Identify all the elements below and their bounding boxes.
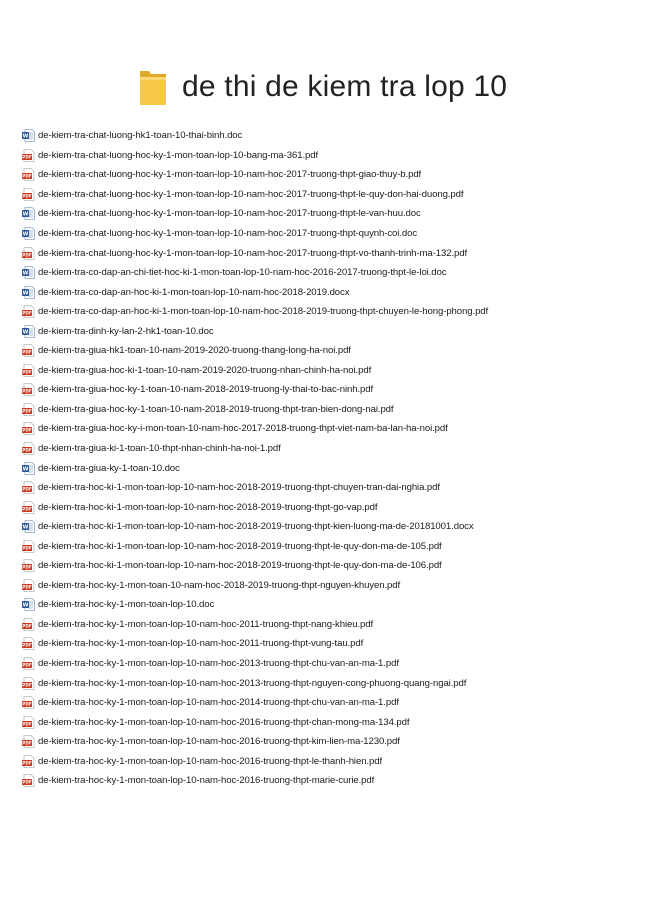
file-name: de-kiem-tra-chat-luong-hoc-ky-1-mon-toan-lop-10-nam-hoc-2017-truong-thpt-le-quy-don-hai-duong.pdf — [38, 188, 464, 200]
file-name: de-kiem-tra-co-dap-an-hoc-ki-1-mon-toan-lop-10-nam-hoc-2018-2019.docx — [38, 286, 350, 298]
file-item[interactable] — [22, 263, 647, 283]
svg-text:PDF: PDF — [22, 584, 32, 590]
file-name: de-kiem-tra-giua-hoc-ky-1-toan-10-nam-2018-2019-truong-thpt-tran-bien-dong-nai.pdf — [38, 403, 394, 415]
svg-text:W: W — [22, 466, 29, 473]
file-name: de-kiem-tra-hoc-ki-1-mon-toan-lop-10-nam-hoc-2018-2019-truong-thpt-chuyen-tran-dai-nghia.pdf — [38, 482, 440, 494]
word-file-icon — [22, 286, 35, 299]
pdf-file-icon — [22, 168, 35, 181]
file-item[interactable] — [22, 771, 647, 791]
pdf-file-icon — [22, 716, 35, 729]
word-file-icon — [22, 598, 35, 611]
file-item[interactable] — [22, 458, 647, 478]
file-item[interactable] — [22, 732, 647, 752]
file-name: de-kiem-tra-hoc-ky-1-mon-toan-lop-10-nam-hoc-2016-truong-thpt-le-thanh-hien.pdf — [38, 755, 383, 767]
svg-text:PDF: PDF — [22, 428, 32, 434]
file-name: de-kiem-tra-giua-hoc-ki-1-toan-10-nam-2019-2020-truong-nhan-chinh-ha-noi.pdf — [38, 364, 372, 376]
svg-text:PDF: PDF — [22, 447, 32, 453]
file-name: de-kiem-tra-hoc-ky-1-mon-toan-lop-10-nam-hoc-2013-truong-thpt-nguyen-cong-phuong-quang-ngai.pdf — [38, 677, 467, 689]
file-item[interactable] — [22, 380, 647, 400]
file-item[interactable] — [22, 634, 647, 654]
svg-text:W: W — [22, 329, 29, 336]
word-file-icon — [22, 462, 35, 475]
file-item[interactable] — [22, 341, 647, 361]
svg-text:PDF: PDF — [22, 740, 32, 746]
pdf-file-icon — [22, 403, 35, 416]
svg-text:PDF: PDF — [22, 349, 32, 355]
svg-text:PDF: PDF — [22, 408, 32, 414]
file-name: de-kiem-tra-hoc-ky-1-mon-toan-lop-10-nam-hoc-2016-truong-thpt-kim-lien-ma-1230.pdf — [38, 736, 400, 748]
file-list — [22, 126, 647, 791]
file-item[interactable] — [22, 712, 647, 732]
pdf-file-icon — [22, 422, 35, 435]
file-item[interactable] — [22, 146, 647, 166]
svg-text:W: W — [22, 524, 29, 531]
svg-text:PDF: PDF — [22, 779, 32, 785]
file-name: de-kiem-tra-giua-hk1-toan-10-nam-2019-2020-truong-thang-long-ha-noi.pdf — [38, 345, 351, 357]
word-file-icon — [22, 227, 35, 240]
svg-text:W: W — [22, 212, 29, 219]
file-name: de-kiem-tra-chat-luong-hoc-ky-1-mon-toan-lop-10-nam-hoc-2017-truong-thpt-quynh-coi.doc — [38, 228, 418, 239]
file-item[interactable] — [22, 556, 647, 576]
file-name: de-kiem-tra-hoc-ki-1-mon-toan-lop-10-nam-hoc-2018-2019-truong-thpt-le-quy-don-ma-de-105.pdf — [38, 540, 442, 552]
svg-text:W: W — [22, 602, 29, 609]
file-item[interactable] — [22, 321, 647, 341]
svg-text:PDF: PDF — [22, 643, 32, 649]
pdf-file-icon — [22, 618, 35, 631]
file-name: de-kiem-tra-co-dap-an-hoc-ki-1-mon-toan-lop-10-nam-hoc-2018-2019-truong-thpt-chuyen-le-hong-phong.pdf — [38, 306, 489, 318]
folder-header — [0, 64, 653, 120]
pdf-file-icon — [22, 735, 35, 748]
svg-text:PDF: PDF — [22, 310, 32, 316]
file-item[interactable] — [22, 673, 647, 693]
file-item[interactable] — [22, 478, 647, 498]
file-name: de-kiem-tra-hoc-ky-1-mon-toan-lop-10-nam-hoc-2011-truong-thpt-vung-tau.pdf — [38, 638, 364, 650]
svg-text:PDF: PDF — [22, 369, 32, 375]
pdf-file-icon — [22, 188, 35, 201]
pdf-file-icon — [22, 247, 35, 260]
file-name: de-kiem-tra-dinh-ky-lan-2-hk1-toan-10.doc — [38, 325, 214, 337]
svg-text:PDF: PDF — [22, 623, 32, 629]
pdf-file-icon — [22, 774, 35, 787]
file-name: de-kiem-tra-hoc-ki-1-mon-toan-lop-10-nam-hoc-2018-2019-truong-thpt-go-vap.pdf — [38, 501, 378, 513]
pdf-file-icon — [22, 501, 35, 514]
pdf-file-icon — [22, 383, 35, 396]
file-name: de-kiem-tra-hoc-ky-1-mon-toan-lop-10-nam-hoc-2014-truong-thpt-chu-van-an-ma-1.pdf — [38, 697, 399, 709]
file-name: de-kiem-tra-hoc-ky-1-mon-toan-lop-10.doc — [38, 599, 215, 611]
pdf-file-icon — [22, 559, 35, 572]
svg-text:PDF: PDF — [22, 252, 32, 258]
file-name: de-kiem-tra-chat-luong-hoc-ky-1-mon-toan-lop-10-nam-hoc-2017-truong-thpt-le-van-huu.doc — [38, 208, 421, 220]
svg-text:PDF: PDF — [22, 486, 32, 492]
word-file-icon — [22, 520, 35, 533]
file-item[interactable] — [22, 419, 647, 439]
pdf-file-icon — [22, 149, 35, 162]
file-item[interactable] — [22, 439, 647, 459]
file-item[interactable] — [22, 282, 647, 302]
word-file-icon — [22, 325, 35, 338]
file-name: de-kiem-tra-chat-luong-hoc-ky-1-mon-toan-lop-10-bang-ma-361.pdf — [38, 149, 319, 161]
file-item[interactable] — [22, 536, 647, 556]
svg-text:W: W — [22, 290, 29, 297]
pdf-file-icon — [22, 305, 35, 318]
file-name: de-kiem-tra-giua-hoc-ky-1-toan-10-nam-2018-2019-truong-ly-thai-to-bac-ninh.pdf — [38, 384, 374, 396]
file-item[interactable] — [22, 517, 647, 537]
pdf-file-icon — [22, 677, 35, 690]
file-name: de-kiem-tra-giua-hoc-ky-i-mon-toan-10-nam-hoc-2017-2018-truong-thpt-viet-nam-ba-lan-ha-noi.pdf — [38, 423, 448, 435]
svg-text:PDF: PDF — [22, 701, 32, 707]
svg-text:W: W — [22, 231, 29, 238]
file-item[interactable] — [22, 400, 647, 420]
pdf-file-icon — [22, 442, 35, 455]
file-item[interactable] — [22, 654, 647, 674]
svg-text:PDF: PDF — [22, 682, 32, 688]
folder-title: de thi de kiem tra lop 10 — [182, 70, 508, 103]
file-name: de-kiem-tra-hoc-ki-1-mon-toan-lop-10-nam-hoc-2018-2019-truong-thpt-le-quy-don-ma-de-106.pdf — [38, 560, 442, 572]
pdf-file-icon — [22, 696, 35, 709]
svg-text:PDF: PDF — [22, 388, 32, 394]
file-name: de-kiem-tra-hoc-ki-1-mon-toan-lop-10-nam-hoc-2018-2019-truong-thpt-kien-luong-ma-de-20181001.docx — [38, 521, 474, 533]
pdf-file-icon — [22, 364, 35, 377]
pdf-file-icon — [22, 657, 35, 670]
svg-text:PDF: PDF — [22, 173, 32, 179]
file-item[interactable] — [22, 302, 647, 322]
file-item[interactable] — [22, 185, 647, 205]
file-item[interactable] — [22, 126, 647, 146]
file-item[interactable] — [22, 224, 647, 244]
word-file-icon — [22, 266, 35, 279]
file-item[interactable] — [22, 204, 647, 224]
file-item[interactable] — [22, 361, 647, 381]
pdf-file-icon — [22, 637, 35, 650]
file-name: de-kiem-tra-hoc-ky-1-mon-toan-lop-10-nam-hoc-2011-truong-thpt-nang-khieu.pdf — [38, 618, 374, 630]
file-item[interactable] — [22, 693, 647, 713]
file-item[interactable] — [22, 595, 647, 615]
file-name: de-kiem-tra-chat-luong-hk1-toan-10-thai-binh.doc — [38, 130, 243, 142]
file-item[interactable] — [22, 243, 647, 263]
svg-text:PDF: PDF — [22, 545, 32, 551]
svg-text:PDF: PDF — [22, 506, 32, 512]
pdf-file-icon — [22, 540, 35, 553]
pdf-file-icon — [22, 579, 35, 592]
file-name: de-kiem-tra-giua-ki-1-toan-10-thpt-nhan-chinh-ha-noi-1.pdf — [38, 443, 281, 455]
file-item[interactable] — [22, 497, 647, 517]
svg-text:PDF: PDF — [22, 564, 32, 570]
word-file-icon — [22, 207, 35, 220]
svg-text:PDF: PDF — [22, 193, 32, 199]
file-name: de-kiem-tra-hoc-ky-1-mon-toan-10-nam-hoc-2018-2019-truong-thpt-nguyen-khuyen.pdf — [38, 579, 401, 591]
file-name: de-kiem-tra-giua-ky-1-toan-10.doc — [38, 462, 180, 474]
pdf-file-icon — [22, 481, 35, 494]
file-name: de-kiem-tra-hoc-ky-1-mon-toan-lop-10-nam-hoc-2016-truong-thpt-marie-curie.pdf — [38, 775, 375, 787]
svg-text:PDF: PDF — [22, 662, 32, 668]
pdf-file-icon — [22, 344, 35, 357]
folder-icon — [139, 68, 167, 106]
file-name: de-kiem-tra-chat-luong-hoc-ky-1-mon-toan-lop-10-nam-hoc-2017-truong-thpt-vo-thanh-trinh-ma-132.pdf — [38, 247, 468, 259]
svg-text:W: W — [22, 270, 29, 277]
file-name: de-kiem-tra-hoc-ky-1-mon-toan-lop-10-nam-hoc-2016-truong-thpt-chan-mong-ma-134.pdf — [38, 716, 410, 728]
file-item[interactable] — [22, 576, 647, 596]
pdf-file-icon — [22, 755, 35, 768]
svg-text:PDF: PDF — [22, 154, 32, 160]
file-name: de-kiem-tra-chat-luong-hoc-ky-1-mon-toan-lop-10-nam-hoc-2017-truong-thpt-giao-thuy-b.pdf — [38, 169, 422, 181]
file-item[interactable] — [22, 615, 647, 635]
svg-text:PDF: PDF — [22, 760, 32, 766]
file-item[interactable] — [22, 165, 647, 185]
file-name: de-kiem-tra-hoc-ky-1-mon-toan-lop-10-nam-hoc-2013-truong-thpt-chu-van-an-ma-1.pdf — [38, 658, 399, 670]
svg-text:W: W — [22, 133, 29, 140]
svg-text:PDF: PDF — [22, 721, 32, 727]
file-item[interactable] — [22, 752, 647, 772]
file-name: de-kiem-tra-co-dap-an-chi-tiet-hoc-ki-1-mon-toan-lop-10-nam-hoc-2016-2017-truong-thpt-le-loi.doc — [38, 267, 447, 279]
word-file-icon — [22, 129, 35, 142]
